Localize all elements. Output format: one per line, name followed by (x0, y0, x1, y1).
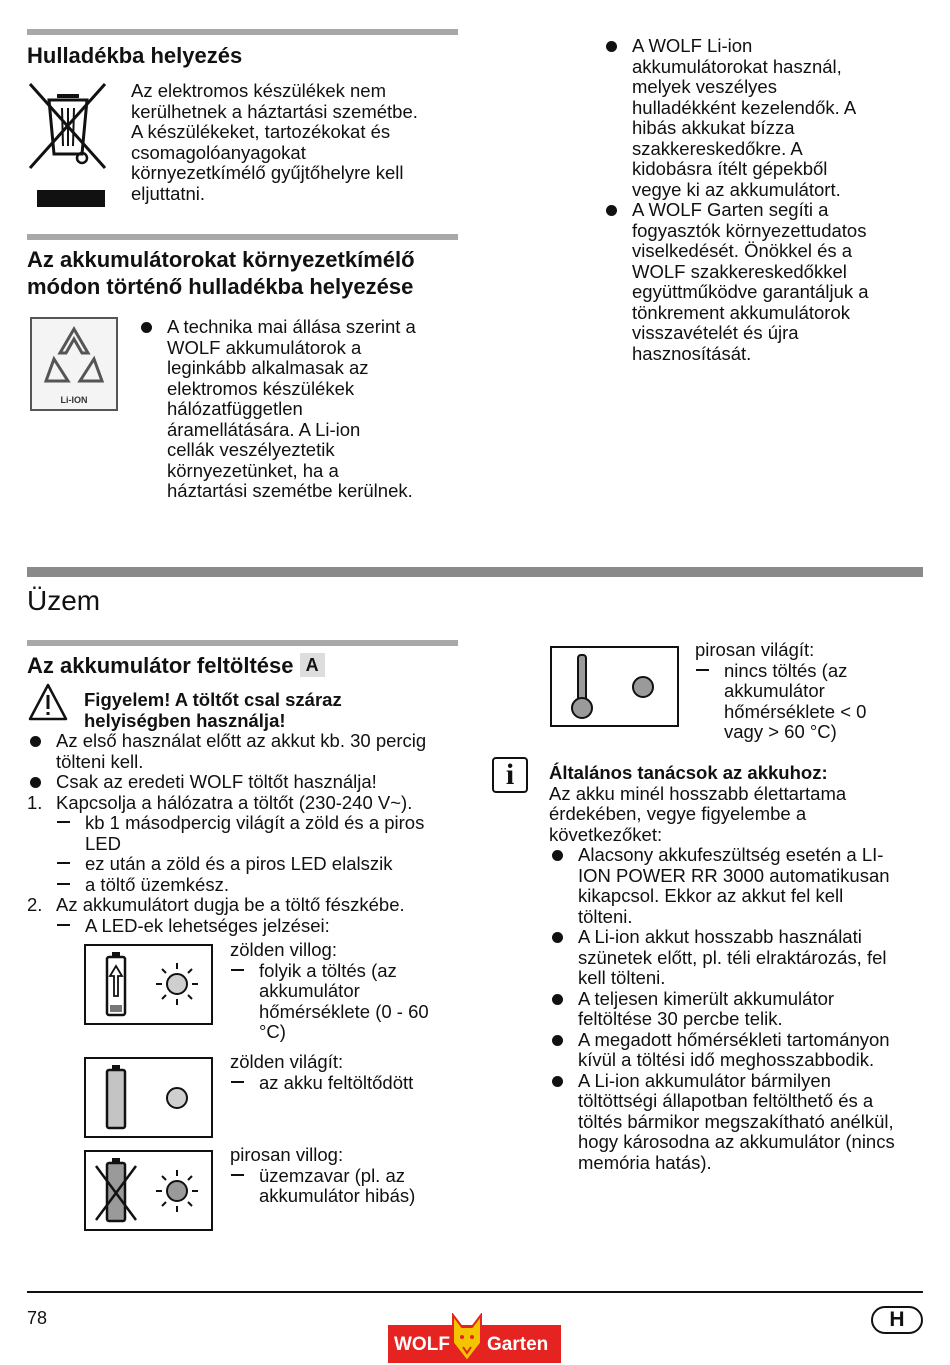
step-detail: A LED-ek lehetséges jelzései: (56, 916, 467, 937)
list-item: A technika mai állása szerint a WOLF akkumulátorok a leginkább alkalmasak az elektromos készülékek hálózatfüggetlen áramellátására. A Li-ion cellák veszélyeztetik környezetünket, ha a háztartási szemétbe kerülnek. (138, 317, 468, 502)
text-line: környezetkímélő gyűjtőhelyre kell (131, 162, 404, 183)
crossed-bin-icon (27, 82, 112, 212)
section-rule (27, 234, 458, 240)
tips-intro: Az akku minél hosszabb élettartama érdekében, vegye figyelembe a következőket: (549, 782, 847, 845)
list-item: Alacsony akkufeszültség esetén a LI- ION POWER RR 3000 automatikusan kikapcsol. Ekkor az akkut fel kell tölteni. (549, 845, 929, 927)
tips-section (549, 763, 929, 1173)
text-line: Az elektromos készülékek nem (131, 80, 386, 101)
li-ion-recycle-icon (30, 317, 118, 411)
page-number: 78 (27, 1308, 48, 1328)
led-red-steady-figure (550, 646, 679, 727)
battery-disposal-title (27, 246, 467, 300)
warning-text: Figyelem! A töltőt csal száraz helyiségben használja! (84, 689, 342, 731)
led-state-green-steady: zölden világít: az akku feltöltődött (230, 1052, 460, 1093)
charging-title: Az akkumulátor feltöltése A (27, 652, 325, 679)
recycle-icon (32, 319, 116, 389)
warning-icon (27, 682, 69, 722)
list-item: A Li-ion akkumulátor bármilyen töltöttségi állapotban feltölthető és a töltés bármikor megszakítható anélkül, hogy károsodna az akkumulátor (nincs memória hatás). (549, 1071, 929, 1174)
led-red-flashing-figure (84, 1150, 213, 1231)
text-line: A készülékeket, tartozékokat és (131, 121, 391, 142)
list-item: Csak az eredeti WOLF töltőt használja! (27, 772, 467, 793)
list-item: A WOLF Li-ion akkumulátorokat használ, melyek veszélyes hulladékként kezelendők. A hibás akkukat bízza szakkereskedőkre. A kidobásra ítélt gépekből vegye ki az akkumulátort. (603, 36, 923, 200)
charging-bullets (27, 731, 467, 793)
section-rule-major (27, 567, 923, 577)
wolf-head-icon (450, 1313, 484, 1363)
section-rule (27, 29, 458, 35)
disposal-title: Hulladékba helyezés (27, 43, 243, 68)
text-line: kerülhetnek a háztartási szemétbe. (131, 100, 418, 122)
operation-title: Üzem (27, 585, 101, 616)
text-line: csomagolóanyagokat (131, 141, 306, 163)
footer-rule (27, 1291, 923, 1293)
disposal-text (131, 81, 461, 204)
figure-badge: A (300, 653, 325, 677)
list-item: Az első használat előtt az akkut kb. 30 percig tölteni kell. (27, 731, 467, 772)
info-icon: i (492, 757, 528, 793)
title-line: Az akkumulátorokat környezetkímélő (27, 247, 415, 272)
led-state-red-flashing: pirosan villog: üzemzavar (pl. az akkumulátor hibás) (230, 1145, 460, 1207)
title-line: módon történő hulladékba helyezése (27, 274, 414, 299)
tips-list (549, 845, 929, 1173)
step-1: 1. Kapcsolja a hálózatra a töltőt (230-240 V~). kb 1 másodpercig világít a zöld és a piros LED ez után a zöld és a piros LED elalszik a töltő üzemkész. (27, 793, 467, 896)
step-detail: kb 1 másodpercig világít a zöld és a piros LED (56, 813, 467, 854)
wolf-garten-logo: WOLF Garten (388, 1325, 561, 1363)
led-state-red-steady: pirosan világít: nincs töltés (az akkumulátor hőmérséklete < 0 vagy > 60 °C) (695, 640, 925, 743)
step-2: 2. Az akkumulátort dugja be a töltő fészkébe. A LED-ek lehetséges jelzései: (27, 895, 467, 936)
step-detail: a töltő üzemkész. (56, 875, 467, 896)
list-item: A WOLF Garten segíti a fogyasztók környezettudatos viselkedését. Önökkel és a WOLF szakkereskedőkkel együttműködve garantáljuk a tönkrement akkumulátorok visszavételét és újra hasznosítását. (603, 200, 923, 364)
text-line: eljuttatni. (131, 182, 206, 204)
led-state-green-flashing: zölden villog: folyik a töltés (az akkumulátor hőmérséklete (0 - 60 °C) (230, 940, 460, 1043)
section-rule (27, 640, 458, 646)
li-ion-label: Li-ION (60, 394, 88, 405)
led-green-steady-figure (84, 1057, 213, 1138)
charging-instructions (27, 731, 467, 936)
list-item: A megadott hőmérsékleti tartományon kívül a töltési idő meghosszabbodik. (549, 1030, 929, 1071)
list-item: A Li-ion akkut hosszabb használati szünetek előtt, pl. téli elraktározás, fel kell tölteni. (549, 927, 929, 989)
right-top-list (603, 36, 923, 364)
tips-title: Általános tanácsok az akkuhoz: (549, 762, 828, 783)
country-badge: H (871, 1306, 923, 1334)
led-green-flashing-figure (84, 944, 213, 1025)
step-detail: ez után a zöld és a piros LED elalszik (56, 854, 467, 875)
list-item: A teljesen kimerült akkumulátor feltöltése 30 percbe telik. (549, 989, 929, 1030)
battery-disposal-list (138, 317, 468, 502)
